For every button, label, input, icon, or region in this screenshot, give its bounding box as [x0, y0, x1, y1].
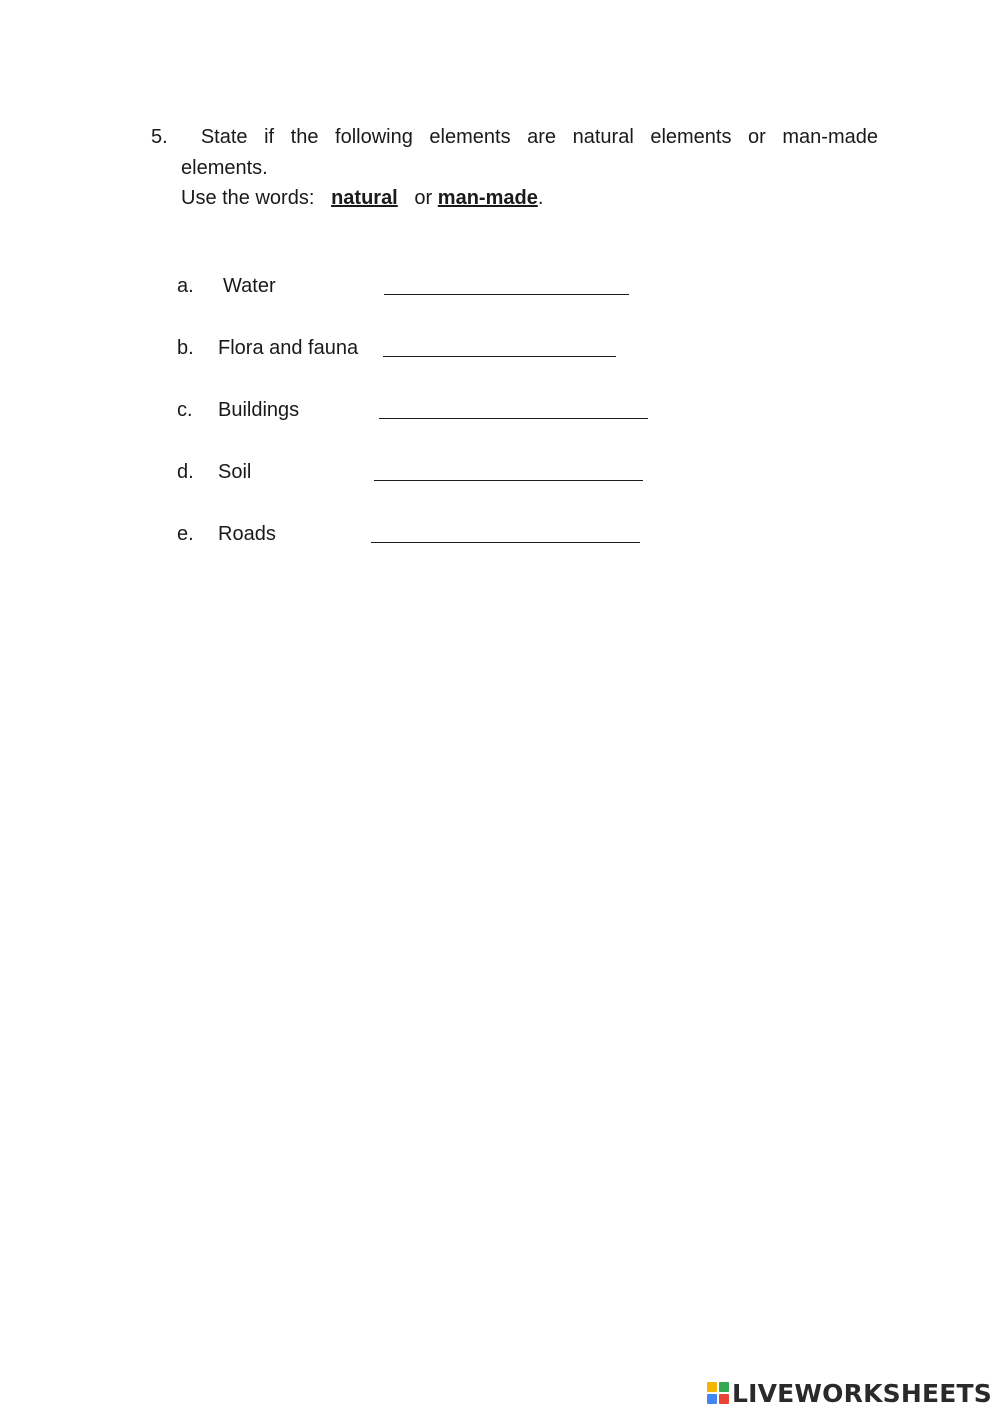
instruction-end: . — [537, 187, 544, 209]
logo-square — [707, 1394, 717, 1404]
liveworksheets-logo — [707, 1379, 992, 1407]
logo-square — [719, 1382, 729, 1392]
answer-blank-roads[interactable] — [371, 542, 640, 543]
item-label: Water — [223, 275, 276, 297]
liveworksheets-logo-icon — [707, 1382, 729, 1404]
instruction-line — [181, 184, 543, 212]
logo-square — [707, 1382, 717, 1392]
question-text — [151, 123, 878, 151]
question-number: 5. — [151, 126, 168, 148]
instruction-prefix: Use the words: — [181, 187, 315, 209]
question-line-2: elements. — [181, 157, 268, 179]
answer-blank-buildings[interactable] — [379, 418, 648, 419]
item-letter: a. — [177, 275, 194, 297]
question-line-1: State if the following elements are natural elements or man-made — [200, 126, 878, 148]
item-label: Flora and fauna — [218, 337, 359, 359]
item-label: Soil — [218, 461, 252, 483]
item-label: Buildings — [218, 399, 300, 421]
logo-square — [719, 1394, 729, 1404]
word-natural: natural — [331, 187, 398, 209]
logo-text: LIVEWORKSHEETS — [731, 1378, 992, 1408]
answer-blank-flora-and-fauna[interactable] — [383, 356, 616, 357]
item-label: Roads — [218, 523, 276, 545]
answer-blank-soil[interactable] — [374, 480, 643, 481]
item-letter: d. — [177, 461, 194, 483]
item-letter: c. — [177, 399, 193, 421]
answer-blank-water[interactable] — [384, 294, 629, 295]
item-letter: e. — [177, 523, 194, 545]
word-man-made: man-made — [437, 187, 538, 209]
instruction-connector: or — [414, 187, 433, 209]
item-letter: b. — [177, 337, 194, 359]
